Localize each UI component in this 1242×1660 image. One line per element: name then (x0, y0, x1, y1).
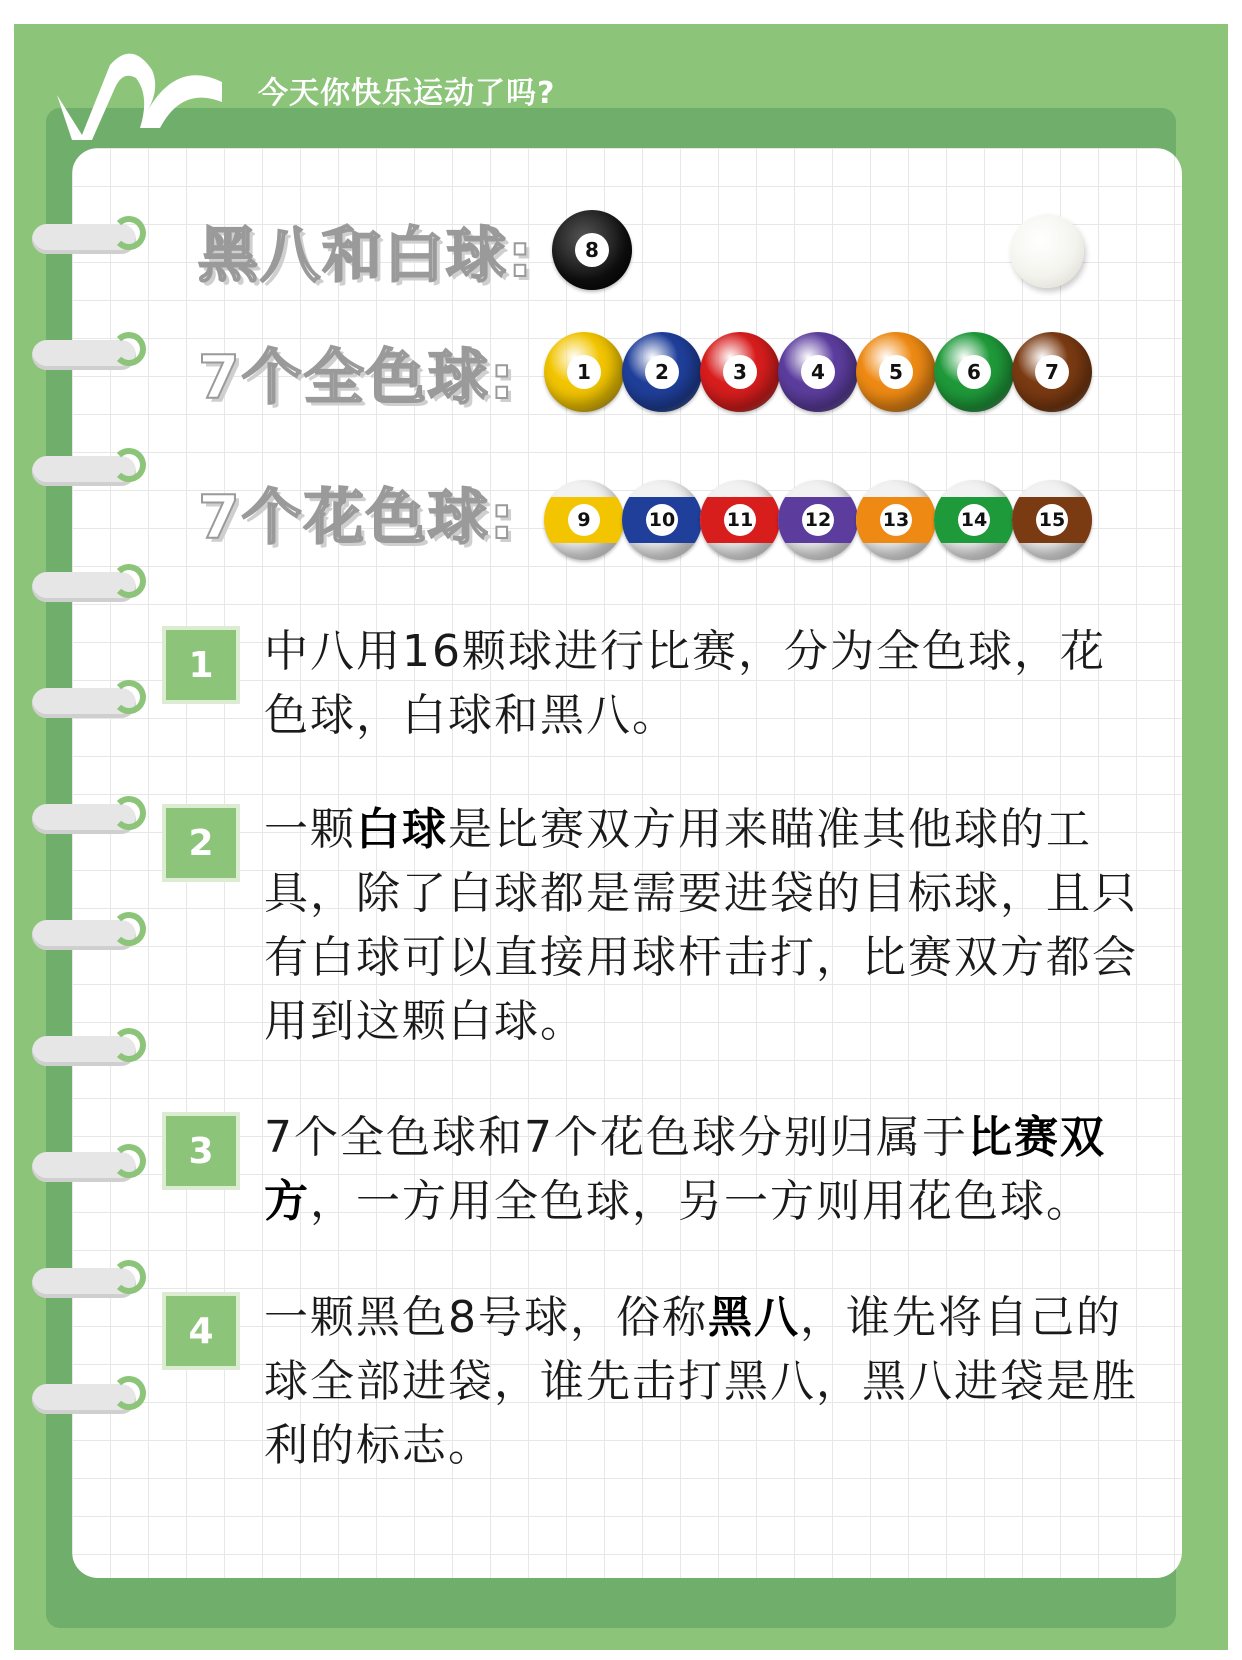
ball-number: 1 (567, 355, 601, 389)
point-text-bold: 白球 (356, 804, 448, 855)
ball-number: 15 (1036, 504, 1068, 536)
spiral-ring (32, 804, 136, 834)
stripe-ball-13 (856, 480, 936, 560)
point-text-post: ，一方用全色球，另一方则用花色球。 (310, 1176, 1092, 1227)
header-slogan: 今天你快乐运动了吗? (258, 76, 556, 111)
ball-number: 6 (957, 355, 991, 389)
ball-number: 12 (802, 504, 834, 536)
spiral-ring (32, 1384, 136, 1414)
solid-ball-5 (856, 332, 936, 412)
point-text-pre: 一颗 (264, 804, 356, 855)
stripe-ball-15 (1012, 480, 1092, 560)
stripe-ball-10 (622, 480, 702, 560)
stripe-ball-11 (700, 480, 780, 560)
checkmark-logo-icon (52, 40, 232, 150)
point-text (264, 798, 1148, 1054)
ball-number: 2 (645, 355, 679, 389)
eight-ball-number: 8 (575, 233, 609, 267)
stripe-ball-12 (778, 480, 858, 560)
stripes-label: 7个花色球: (198, 483, 516, 553)
solid-ball-2 (622, 332, 702, 412)
point-text-pre: 7个全色球和7个花色球分别归属于 (264, 1112, 968, 1163)
cue-ball (1010, 214, 1084, 288)
spiral-ring (32, 572, 136, 602)
spiral-ring (32, 340, 136, 370)
point-text (264, 1286, 1148, 1478)
ball-number: 3 (723, 355, 757, 389)
point-text (264, 620, 1148, 748)
ball-number: 13 (880, 504, 912, 536)
ball-number: 14 (958, 504, 990, 536)
ball-number: 5 (879, 355, 913, 389)
point-text-bold: 黑八 (708, 1292, 800, 1343)
solid-ball-4 (778, 332, 858, 412)
ball-number: 4 (801, 355, 835, 389)
black-white-label: 黑八和白球: (198, 221, 534, 291)
ball-number: 9 (568, 504, 600, 536)
point-text-post: ，谁先将自己的球全部进袋，谁先击打黑八，黑八进袋是胜利的标志。 (264, 1292, 1138, 1471)
point-number-badge: 1 (162, 626, 240, 704)
solid-ball-3 (700, 332, 780, 412)
stripe-ball-9 (544, 480, 624, 560)
point-text-post: 是比赛双方用来瞄准其他球的工具，除了白球都是需要进袋的目标球，且只有白球可以直接用球杆击打，比赛双方都会用到这颗白球。 (264, 804, 1138, 1047)
eight-ball (552, 210, 632, 290)
point-number-badge: 2 (162, 804, 240, 882)
point-text-body: 中八用16颗球进行比赛，分为全色球，花色球，白球和黑八。 (264, 626, 1106, 741)
spiral-ring (32, 920, 136, 950)
spiral-ring (32, 224, 136, 254)
spiral-ring (32, 1268, 136, 1298)
spiral-ring (32, 1036, 136, 1066)
point-text (264, 1106, 1148, 1234)
point-text-bold: 比赛双方 (264, 1112, 1106, 1227)
ball-number: 7 (1035, 355, 1069, 389)
spiral-ring (32, 456, 136, 486)
ball-number: 10 (646, 504, 678, 536)
spiral-ring (32, 1152, 136, 1182)
ball-number: 11 (724, 504, 756, 536)
solids-label: 7个全色球: (198, 343, 516, 413)
solid-ball-7 (1012, 332, 1092, 412)
point-text-pre: 一颗黑色8号球，俗称 (264, 1292, 708, 1343)
solid-ball-6 (934, 332, 1014, 412)
point-number-badge: 3 (162, 1112, 240, 1190)
point-number-badge: 4 (162, 1292, 240, 1370)
spiral-ring (32, 688, 136, 718)
stripe-ball-14 (934, 480, 1014, 560)
solid-ball-1 (544, 332, 624, 412)
